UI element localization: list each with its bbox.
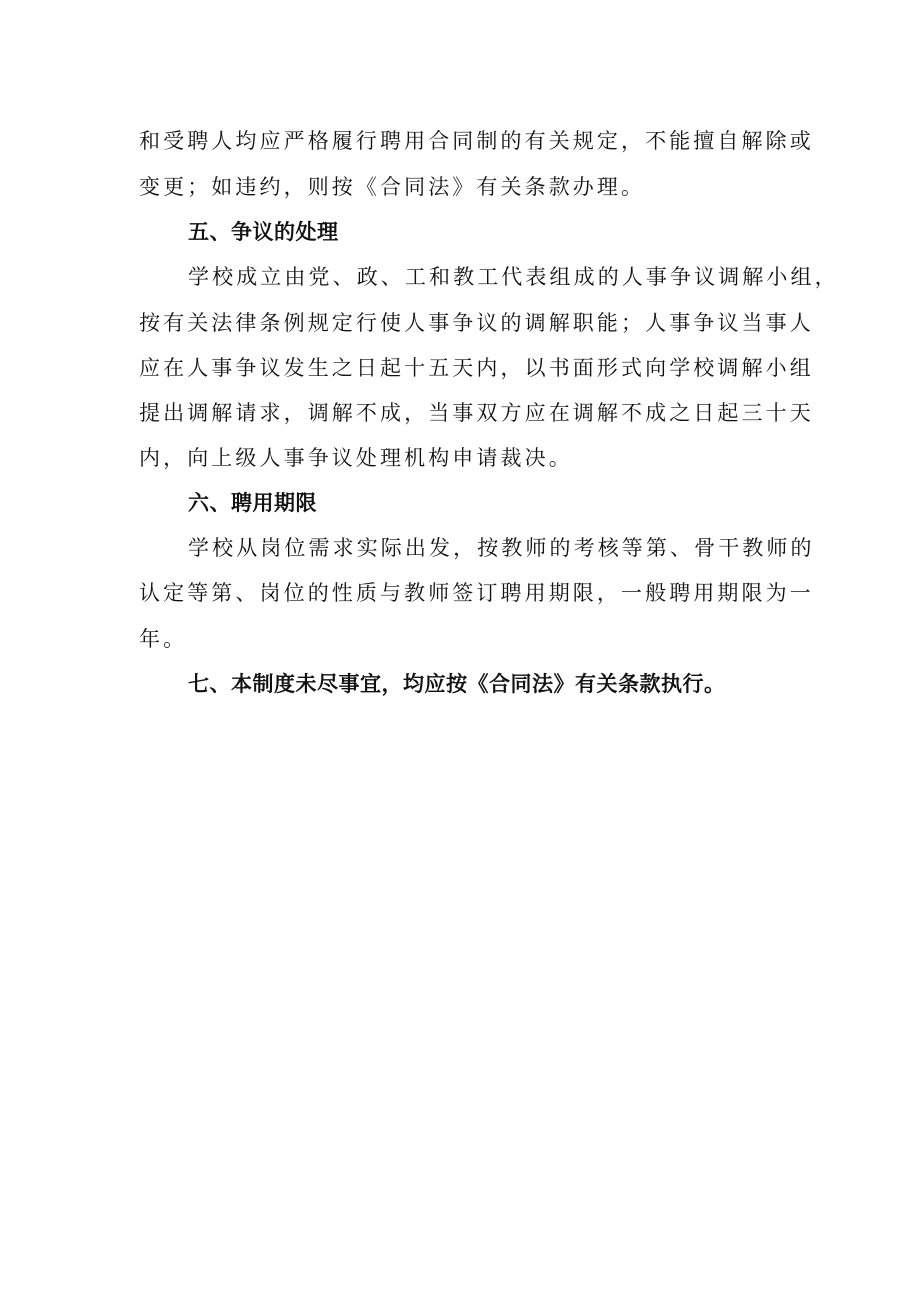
paragraph-line: 学校从岗位需求实际出发，按教师的考核等第、骨干教师的 [188,536,815,560]
paragraph-line: 变更；如违约，则按《合同法》有关条款办理。 [139,175,646,199]
paragraph-line: 按有关法律条例规定行使人事争议的调解职能；人事争议当事人 [139,311,814,335]
section-heading-6: 六、聘用期限 [188,491,317,515]
paragraph-line: 提出调解请求，调解不成，当事双方应在调解不成之日起三十天 [139,401,814,425]
section-heading-7: 七、本制度未尽事宜，均应按《合同法》有关条款执行。 [188,672,726,696]
paragraph-line: 学校成立由党、政、工和教工代表组成的人事争议调解小组， [188,265,839,289]
section-heading-5: 五、争议的处理 [188,220,339,244]
paragraph-line: 认定等第、岗位的性质与教师签订聘用期限，一般聘用期限为一 [139,581,814,605]
paragraph-line: 内，向上级人事争议处理机构申请裁决。 [139,446,573,470]
paragraph-line: 年。 [139,627,188,651]
paragraph-line: 应在人事争议发生之日起十五天内，以书面形式向学校调解小组 [139,356,814,380]
paragraph-line: 和受聘人均应严格履行聘用合同制的有关规定，不能擅自解除或 [139,129,814,153]
